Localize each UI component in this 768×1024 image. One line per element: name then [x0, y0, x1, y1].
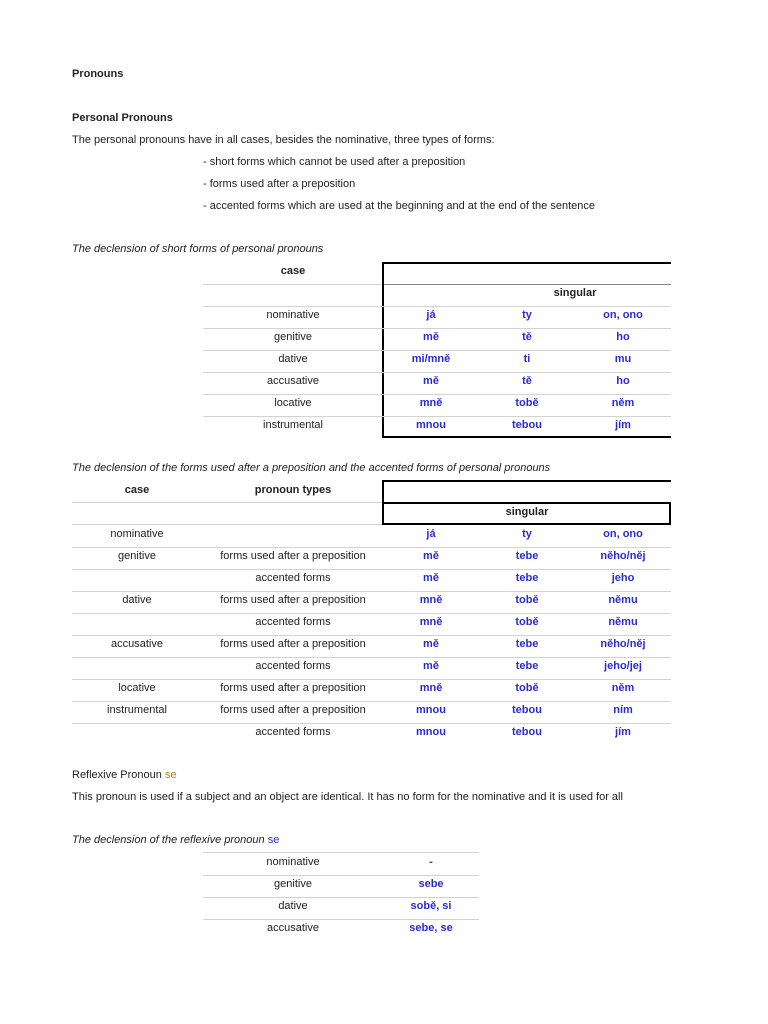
table2-value-cell: mnou	[416, 704, 446, 716]
table2-value-cell: něho/něj	[600, 550, 646, 562]
table2-divider	[72, 569, 671, 570]
table2-divider	[72, 502, 382, 503]
bullet-2: - forms used after a preposition	[203, 178, 356, 190]
table2-type-cell: accented forms	[255, 660, 331, 672]
table2-type-cell: accented forms	[255, 726, 331, 738]
table2-divider	[72, 657, 671, 658]
reflexive-heading	[72, 769, 177, 781]
table1-value-cell: mě	[423, 331, 439, 343]
table2-value-cell: tobě	[515, 594, 539, 606]
table2-value-cell: jeho	[611, 572, 635, 584]
table2-type-cell: forms used after a preposition	[220, 550, 366, 562]
table1-value-cell: tě	[522, 375, 532, 387]
table2-value-cell: mě	[423, 638, 439, 650]
table2-value-cell: něm	[611, 682, 635, 694]
table3-case-cell: dative	[278, 900, 308, 912]
table2-value-cell: mně	[419, 682, 443, 694]
table2-frame-mid	[382, 502, 671, 504]
table2-value-cell: jeho/jej	[604, 660, 642, 672]
table1-case-cell: locative	[274, 397, 312, 409]
table2-case-cell: nominative	[110, 528, 164, 540]
table2-value-cell: mě	[423, 550, 439, 562]
table1-value-cell: něm	[611, 397, 635, 409]
table2-value-cell: mně	[419, 594, 443, 606]
table2-value-cell: němu	[608, 616, 638, 628]
reflexive-heading-text: Reflexive Pronoun	[72, 769, 165, 781]
table1-value-cell: mi/mně	[411, 353, 451, 365]
table2-value-cell: mně	[419, 616, 443, 628]
table1-divider	[203, 328, 671, 329]
table2-value-cell: já	[426, 528, 436, 540]
table2-type-cell: forms used after a preposition	[220, 704, 366, 716]
table1-divider	[203, 394, 671, 395]
table3-caption-text: The declension of the reflexive pronoun	[72, 834, 268, 846]
bullet-1: - short forms which cannot be used after a preposition	[203, 156, 466, 168]
table2-value-cell: tebe	[515, 660, 539, 672]
table2-value-cell: tobě	[515, 682, 539, 694]
table1-value-cell: tobě	[515, 397, 539, 409]
table1-caption: The declension of short forms of personal pronouns	[72, 243, 324, 255]
page-title: Pronouns	[72, 68, 124, 80]
table1-value-cell: on, ono	[603, 309, 643, 321]
table1-value-cell: ho	[616, 331, 630, 343]
table2-value-cell: tobě	[515, 616, 539, 628]
table3-value-cell: -	[429, 856, 433, 868]
table1-value-cell: ti	[523, 353, 531, 365]
table1-divider	[203, 306, 671, 307]
table3-case-cell: genitive	[274, 878, 312, 890]
table2-value-cell: tebe	[515, 572, 539, 584]
table2-frame-right	[669, 502, 671, 525]
personal-pronouns-heading: Personal Pronouns	[72, 112, 173, 124]
table2-frame-top	[382, 480, 671, 482]
table2-divider	[72, 679, 671, 680]
table2-type-cell: forms used after a preposition	[220, 682, 366, 694]
table1-case-cell: genitive	[274, 331, 312, 343]
table3-case-cell: nominative	[266, 856, 320, 868]
table2-case-cell: dative	[122, 594, 152, 606]
table2-case-cell: accusative	[111, 638, 163, 650]
table2-case-cell: locative	[118, 682, 156, 694]
table1-singular-header: singular	[553, 287, 597, 299]
table1-value-cell: jím	[615, 419, 631, 431]
table1-case-cell: accusative	[267, 375, 319, 387]
table1-value-cell: tě	[522, 331, 532, 343]
table2-frame-bottom	[382, 523, 671, 525]
table1-case-header: case	[280, 265, 306, 277]
table3-value-cell: sebe	[418, 878, 444, 890]
table2-value-cell: tebe	[515, 550, 539, 562]
table2-divider	[72, 701, 671, 702]
table1-frame-bottom	[382, 436, 671, 438]
table2-value-cell: němu	[608, 594, 638, 606]
table2-case-header: case	[124, 484, 150, 496]
table2-value-cell: ty	[522, 528, 532, 540]
table2-case-cell: instrumental	[107, 704, 167, 716]
table2-case-cell: genitive	[118, 550, 156, 562]
bullet-3: - accented forms which are used at the beginning and at the end of the sentence	[203, 200, 595, 212]
table2-type-cell: accented forms	[255, 572, 331, 584]
table3-divider	[203, 875, 479, 876]
table2-type-cell: accented forms	[255, 616, 331, 628]
table1-divider	[203, 416, 671, 417]
table1-value-cell: ty	[522, 309, 532, 321]
table1-value-cell: ho	[616, 375, 630, 387]
reflexive-description: This pronoun is used if a subject and an object are identical. It has no form for the nominative and it is used for all	[72, 791, 623, 803]
table1-value-cell: tebou	[512, 419, 542, 431]
table1-value-cell: mu	[614, 353, 632, 365]
reflexive-heading-word: se	[164, 769, 177, 781]
personal-intro: The personal pronouns have in all cases, besides the nominative, three types of forms:	[72, 134, 495, 146]
table2-value-cell: tebou	[512, 726, 542, 738]
table2-value-cell: tebe	[515, 638, 539, 650]
table2-caption: The declension of the forms used after a preposition and the accented forms of personal pronouns	[72, 462, 551, 474]
table2-divider	[72, 723, 671, 724]
table1-value-cell: já	[426, 309, 436, 321]
table2-divider	[72, 613, 671, 614]
table1-value-cell: mně	[419, 397, 443, 409]
table1-divider	[384, 284, 671, 285]
table3-divider	[203, 919, 479, 920]
table2-value-cell: tebou	[512, 704, 542, 716]
table2-type-header: pronoun types	[254, 484, 332, 496]
table2-value-cell: mě	[423, 572, 439, 584]
table2-divider	[72, 635, 671, 636]
table1-value-cell: mnou	[416, 419, 446, 431]
table1-divider	[203, 284, 382, 285]
table2-value-cell: mě	[423, 660, 439, 672]
table3-caption-word: se	[267, 834, 280, 846]
table3-value-cell: sobě, si	[410, 900, 452, 912]
table2-singular-header: singular	[505, 506, 549, 518]
table2-type-cell: forms used after a preposition	[220, 638, 366, 650]
table2-value-cell: on, ono	[603, 528, 643, 540]
table2-divider	[72, 591, 671, 592]
table1-case-cell: instrumental	[263, 419, 323, 431]
table2-value-cell: mnou	[416, 726, 446, 738]
table1-value-cell: mě	[423, 375, 439, 387]
table3-caption	[72, 834, 279, 846]
table1-case-cell: dative	[278, 353, 308, 365]
table1-case-cell: nominative	[266, 309, 320, 321]
table2-value-cell: jím	[615, 726, 631, 738]
table1-divider	[203, 350, 671, 351]
table2-type-cell: forms used after a preposition	[220, 594, 366, 606]
table2-value-cell: něho/něj	[600, 638, 646, 650]
table1-divider	[203, 372, 671, 373]
table3-divider	[203, 897, 479, 898]
table2-divider	[72, 524, 382, 525]
table3-value-cell: sebe, se	[409, 922, 453, 934]
table3-case-cell: accusative	[267, 922, 319, 934]
table2-divider	[72, 547, 671, 548]
table3-divider	[203, 852, 479, 853]
table2-value-cell: ním	[613, 704, 633, 716]
table1-frame-top	[382, 262, 671, 264]
